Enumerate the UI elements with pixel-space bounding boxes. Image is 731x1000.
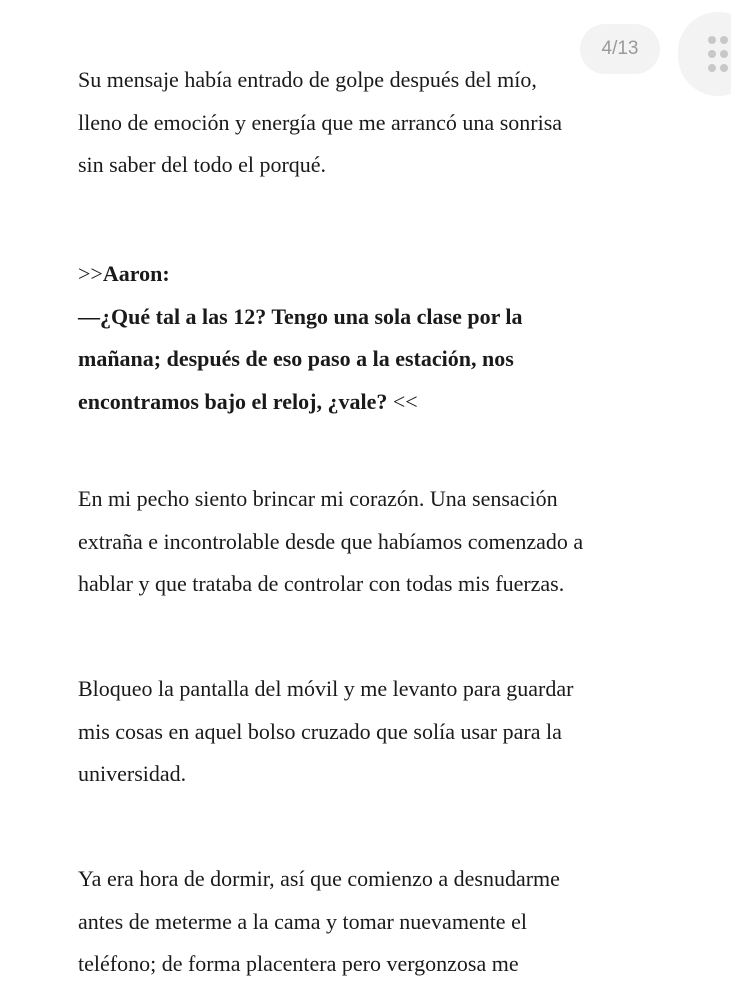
text-line: lleno de emoción y energía que me arrancó una sonrisa — [78, 109, 563, 135]
message-line: mañana; después de eso paso a la estación, nos — [78, 346, 514, 371]
paragraph — [78, 668, 573, 796]
message-line-last — [78, 381, 523, 424]
text-line: hablar y que trataba de controlar con todas mis fuerzas. — [78, 571, 565, 596]
paragraph — [78, 858, 560, 986]
message-text: encontramos bajo el reloj, ¿vale? — [78, 388, 388, 414]
text-line: antes de meterme a la cama y tomar nuevamente el — [78, 908, 527, 934]
quote-close-marker: << — [387, 388, 418, 414]
text-line: teléfono; de forma placentera pero vergonzosa me — [78, 951, 519, 976]
text-line: universidad. — [78, 761, 187, 786]
paragraph — [78, 59, 562, 187]
chat-message-block — [78, 253, 523, 423]
reader-menu-button[interactable] — [678, 12, 731, 96]
speaker-name: Aaron: — [102, 261, 170, 286]
message-line: —¿Qué tal a las 12? Tengo una sola clase por la — [78, 303, 523, 329]
page-indicator: 4/13 — [580, 24, 660, 74]
grip-dots-icon — [708, 36, 728, 72]
text-line: Ya era hora de dormir, así que comienzo a desnudarme — [78, 866, 560, 891]
text-line: sin saber del todo el porqué. — [78, 152, 327, 177]
paragraph — [78, 478, 583, 606]
text-line: En mi pecho siento brincar mi corazón. Una sensación — [78, 486, 558, 511]
text-line: extraña e incontrolable desde que habíamos comenzado a — [78, 528, 584, 554]
text-line: Su mensaje había entrado de golpe después del mío, — [78, 67, 537, 92]
text-line: mis cosas en aquel bolso cruzado que solía usar para la — [78, 718, 562, 744]
message-header — [78, 253, 523, 296]
text-line: Bloqueo la pantalla del móvil y me levanto para guardar — [78, 676, 574, 701]
quote-open-marker: >> — [78, 261, 103, 286]
